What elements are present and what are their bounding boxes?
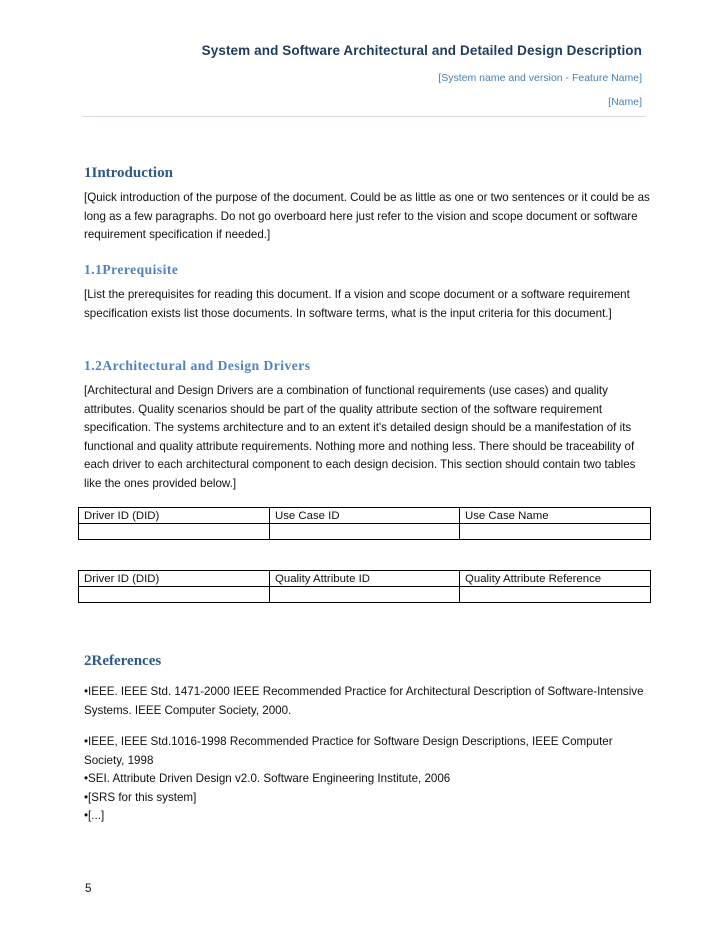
drivers-heading: 1.2Architectural and Design Drivers	[84, 358, 311, 373]
header-divider	[82, 116, 646, 117]
prerequisite-heading: 1.1Prerequisite	[84, 262, 179, 277]
table-cell[interactable]	[79, 587, 270, 603]
references-heading: 2References	[84, 653, 162, 669]
table-cell[interactable]	[270, 587, 460, 603]
table-cell[interactable]	[460, 524, 651, 540]
header-subtitle: [System name and version - Feature Name]	[438, 72, 642, 84]
table-cell[interactable]	[460, 587, 651, 603]
table-row	[79, 587, 651, 603]
prerequisite-body: [List the prerequisites for reading this document. If a vision and scope document or a software requirement specification exists list those documents. In software terms, what is the input criteria for this document.]	[84, 288, 630, 320]
drivers-body: [Architectural and Design Drivers are a combination of functional requirements (use cases) and quality attributes. Quality scenarios should be part of the quality attribute section of the software requirement specification. The systems architecture and to an extent it's detailed design should be a manifestation of its functional and quality attribute requirements. Nothing more and nothing less. There should be traceability of each driver to each architectural component to each design decision. This section should contain two tables like the ones provided below.]	[84, 384, 636, 490]
table-header-cell: Use Case ID	[270, 508, 460, 524]
use-case-drivers-table	[78, 507, 651, 540]
header-title: System and Software Architectural and Detailed Design Description	[201, 43, 642, 58]
table-cell[interactable]	[270, 524, 460, 540]
table-header-cell: Driver ID (DID)	[79, 508, 270, 524]
table-header-cell: Use Case Name	[460, 508, 651, 524]
table-row	[79, 524, 651, 540]
reference-item: •SEI. Attribute Driven Design v2.0. Software Engineering Institute, 2006	[84, 772, 451, 785]
table-header-row	[79, 508, 651, 524]
page-number: 5	[85, 882, 92, 895]
table-header-cell: Quality Attribute Reference	[460, 571, 651, 587]
header-author-name: [Name]	[608, 96, 642, 108]
table-header-cell: Quality Attribute ID	[270, 571, 460, 587]
quality-attribute-drivers-table	[78, 570, 651, 603]
reference-item: •[...]	[84, 809, 105, 822]
reference-item: •IEEE, IEEE Std.1016-1998 Recommended Practice for Software Design Descriptions, IEEE Computer Society, 1998	[84, 735, 613, 767]
introduction-body: [Quick introduction of the purpose of the document. Could be as little as one or two sentences or it could be as long as a few paragraphs. Do not go overboard here just refer to the vision and scope document or software requirement specification if needed.]	[84, 191, 650, 241]
table-header-cell: Driver ID (DID)	[79, 571, 270, 587]
reference-item: •IEEE. IEEE Std. 1471-2000 IEEE Recommended Practice for Architectural Description of Software-Intensive Systems. IEEE Computer Society, 2000.	[84, 685, 644, 717]
introduction-heading: 1Introduction	[84, 165, 173, 181]
table-header-row	[79, 571, 651, 587]
reference-item: •[SRS for this system]	[84, 791, 197, 804]
table-cell[interactable]	[79, 524, 270, 540]
